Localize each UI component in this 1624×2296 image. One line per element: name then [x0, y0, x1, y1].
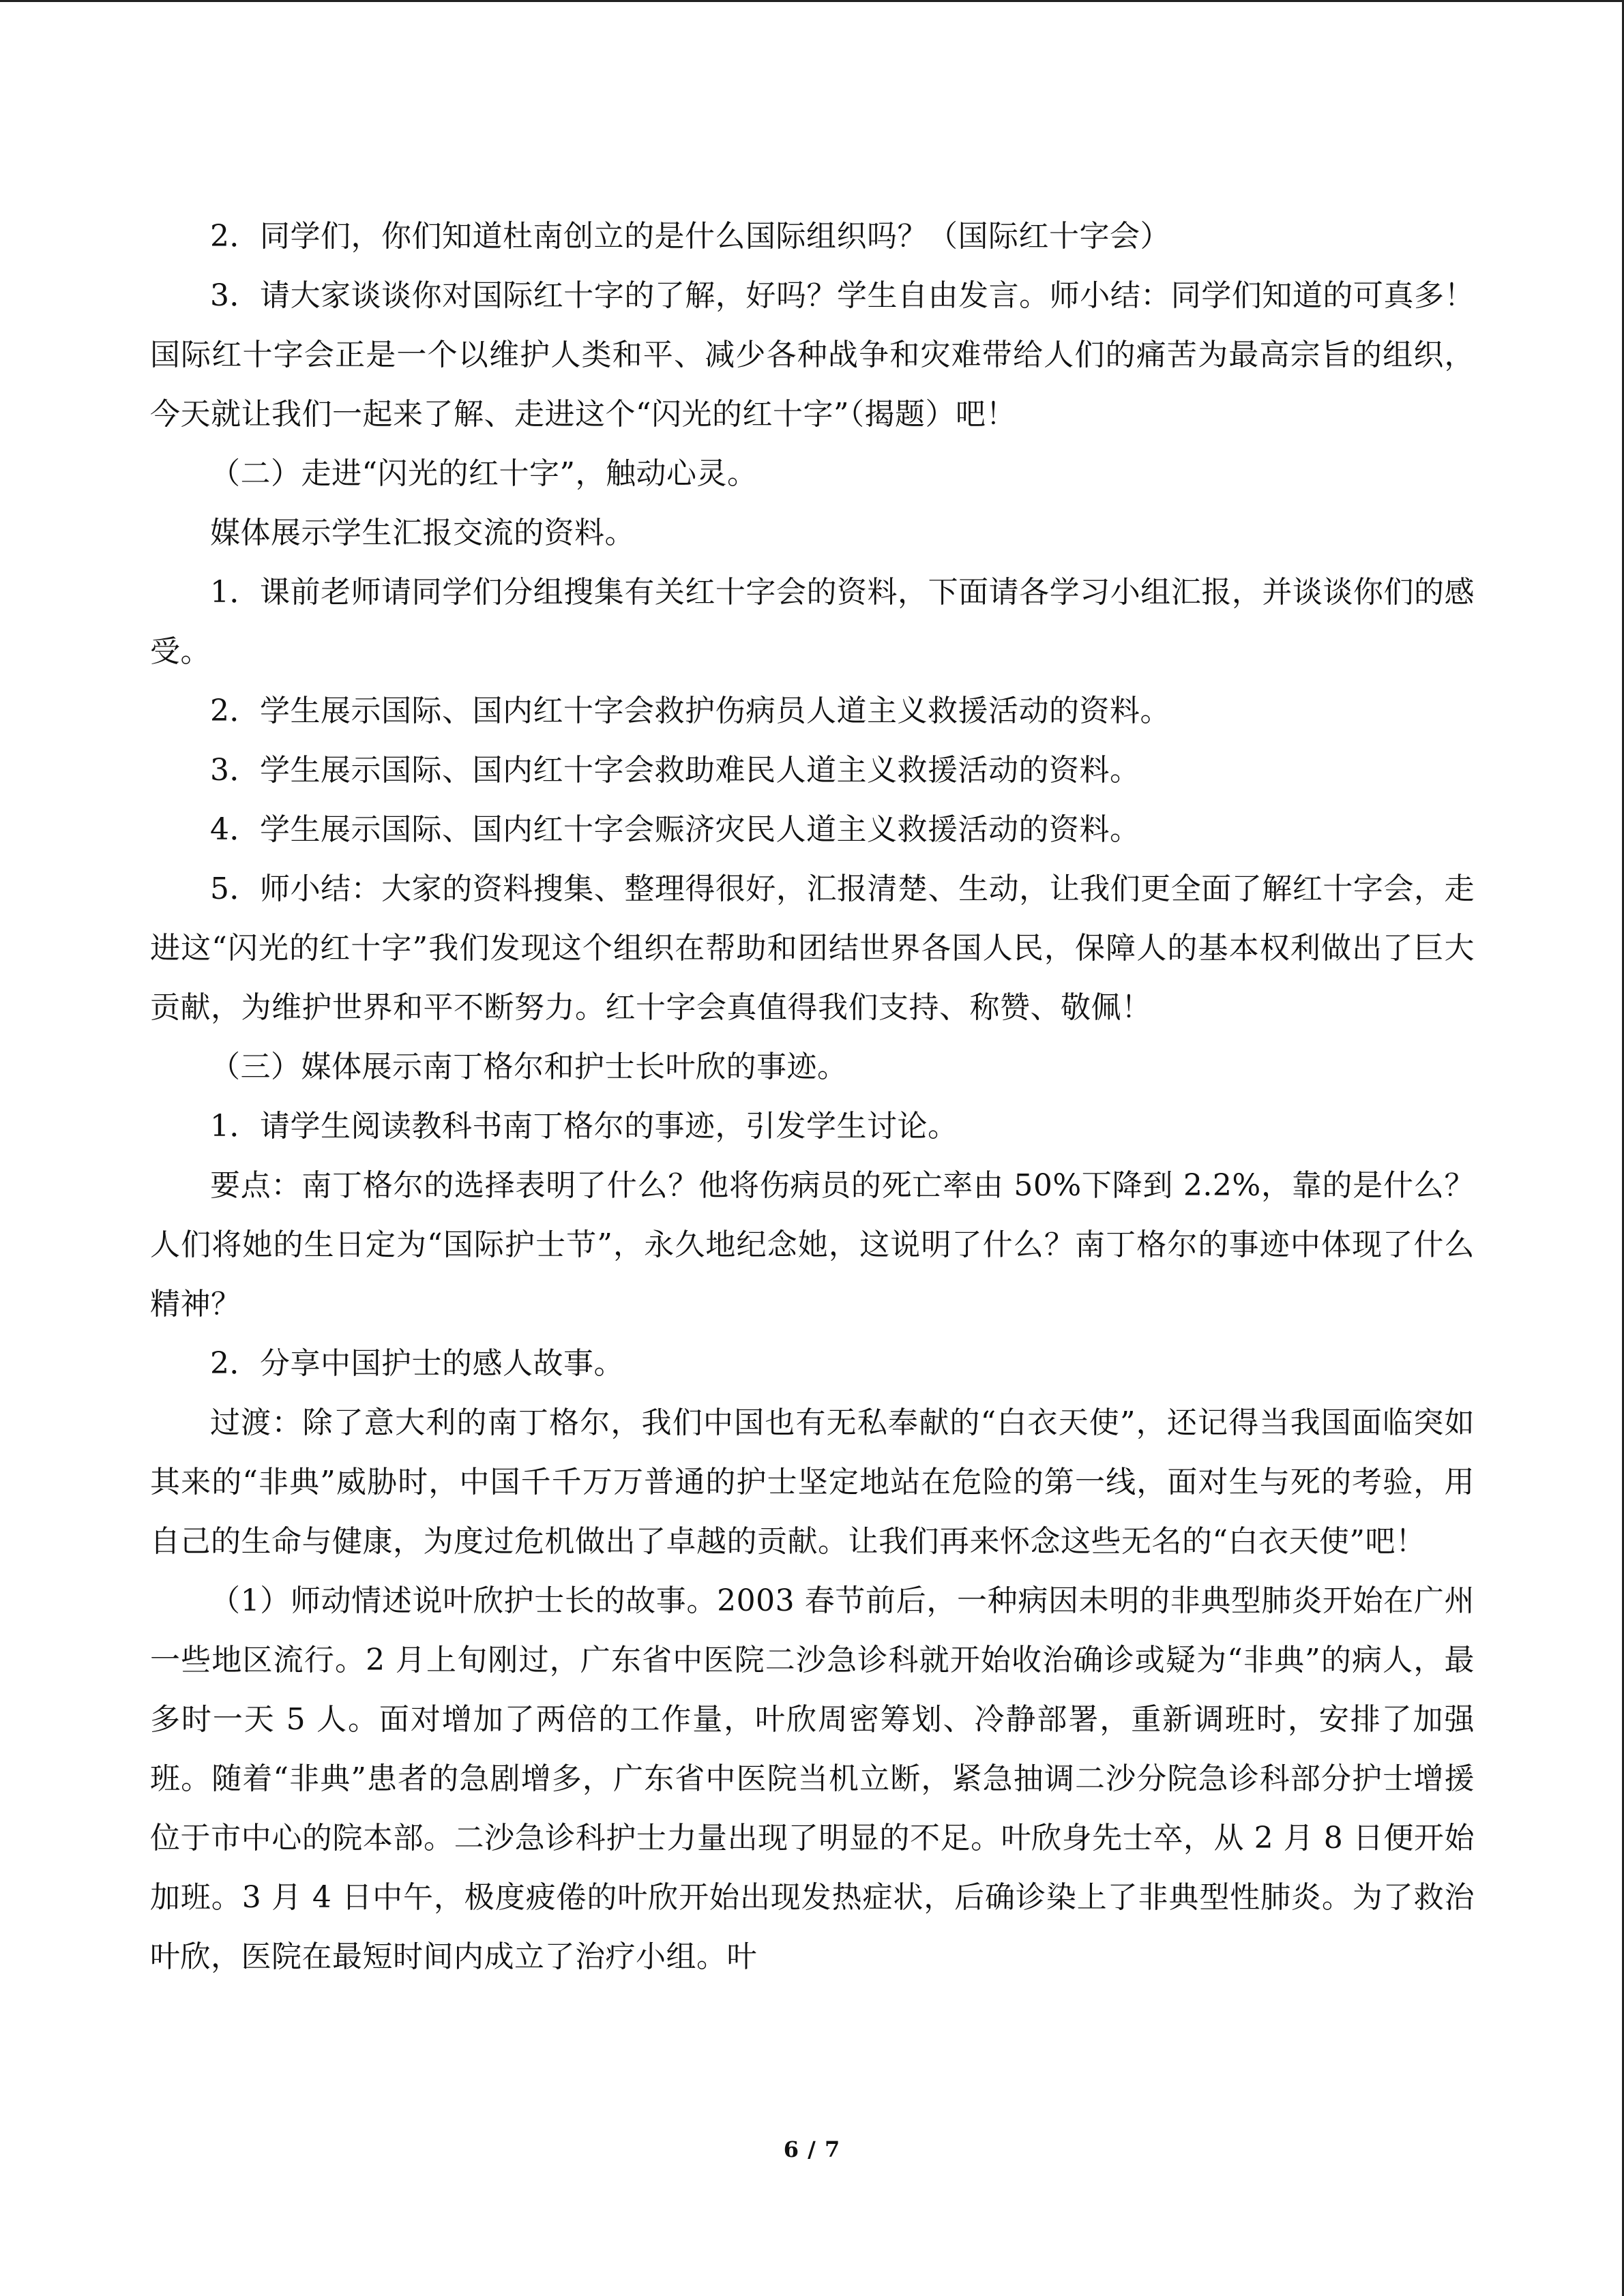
page-number: 6 / 7	[783, 2136, 841, 2162]
paragraph-step-1: 1．课前老师请同学们分组搜集有关红十字会的资料，下面请各学习小组汇报，并谈谈你们的感受。	[150, 575, 1475, 669]
paragraph-nightingale-1: 1．请学生阅读教科书南丁格尔的事迹，引发学生讨论。	[210, 1109, 958, 1144]
paragraph-step-2: 2．学生展示国际、国内红十字会救护伤病员人道主义救援活动的资料。	[210, 694, 1170, 728]
paragraph-share-story: 2．分享中国护士的感人故事。	[210, 1346, 624, 1381]
paragraph-q3: 3．请大家谈谈你对国际红十字的了解，好吗？学生自由发言。师小结：同学们知道的可真多！国际红十字会正是一个以维护人类和平、减少各种战争和灾难带给人们的痛苦为最高宗旨的组织，今天就让我们一起来了解、走进这个“闪光的红十字”（揭题）吧！	[150, 278, 1475, 432]
document-body	[150, 207, 1475, 1986]
paragraph-transition: 过渡：除了意大利的南丁格尔，我们中国也有无私奉献的“白衣天使”，还记得当我国面临突如其来的“非典”威胁时，中国千千万万普通的护士坚定地站在危险的第一线，面对生与死的考验，用自己的生命与健康，为度过危机做出了卓越的贡献。让我们再来怀念这些无名的“白衣天使”吧！	[150, 1405, 1475, 1559]
paragraph-key-points: 要点：南丁格尔的选择表明了什么？他将伤病员的死亡率由 50%下降到 2.2%，靠的是什么？人们将她的生日定为“国际护士节”，永久地纪念她，这说明了什么？南丁格尔的事迹中体现了什么精神？	[150, 1168, 1475, 1322]
paragraph-media-intro: 媒体展示学生汇报交流的资料。	[210, 516, 635, 550]
paragraph-step-3: 3．学生展示国际、国内红十字会救助难民人道主义救援活动的资料。	[210, 753, 1140, 788]
section-heading-3: （三）媒体展示南丁格尔和护士长叶欣的事迹。	[210, 1049, 848, 1084]
section-heading-2: （二）走进“闪光的红十字”，触动心灵。	[210, 456, 758, 491]
paragraph-step-5: 5．师小结：大家的资料搜集、整理得很好，汇报清楚、生动，让我们更全面了解红十字会，走进这“闪光的红十字”我们发现这个组织在帮助和团结世界各国人民，保障人的基本权利做出了巨大贡献，为维护世界和平不断努力。红十字会真值得我们支持、称赞、敬佩！	[150, 871, 1475, 1025]
paragraph-yexin-story: （1）师动情述说叶欣护士长的故事。2003 春节前后，一种病因未明的非典型肺炎开始在广州一些地区流行。2 月上旬刚过，广东省中医院二沙急诊科就开始收治确诊或疑为“非典”的病人，最多时一天 5 人。面对增加了两倍的工作量，叶欣周密筹划、冷静部署，重新调班时，安排了加强班。随着“非典”患者的急剧增多，广东省中医院当机立断，紧急抽调二沙分院急诊科部分护士增援位于市中心的院本部。二沙急诊科护士力量出现了明显的不足。叶欣身先士卒，从 2 月 8 日便开始加班。3 月 4 日中午，极度疲倦的叶欣开始出现发热症状，后确诊染上了非典型性肺炎。为了救治叶欣，医院在最短时间内成立了治疗小组。叶	[150, 1583, 1475, 1974]
paragraph-q2: 2．同学们，你们知道杜南创立的是什么国际组织吗？（国际红十字会）	[210, 219, 1170, 254]
paragraph-step-4: 4．学生展示国际、国内红十字会赈济灾民人道主义救援活动的资料。	[210, 812, 1140, 847]
